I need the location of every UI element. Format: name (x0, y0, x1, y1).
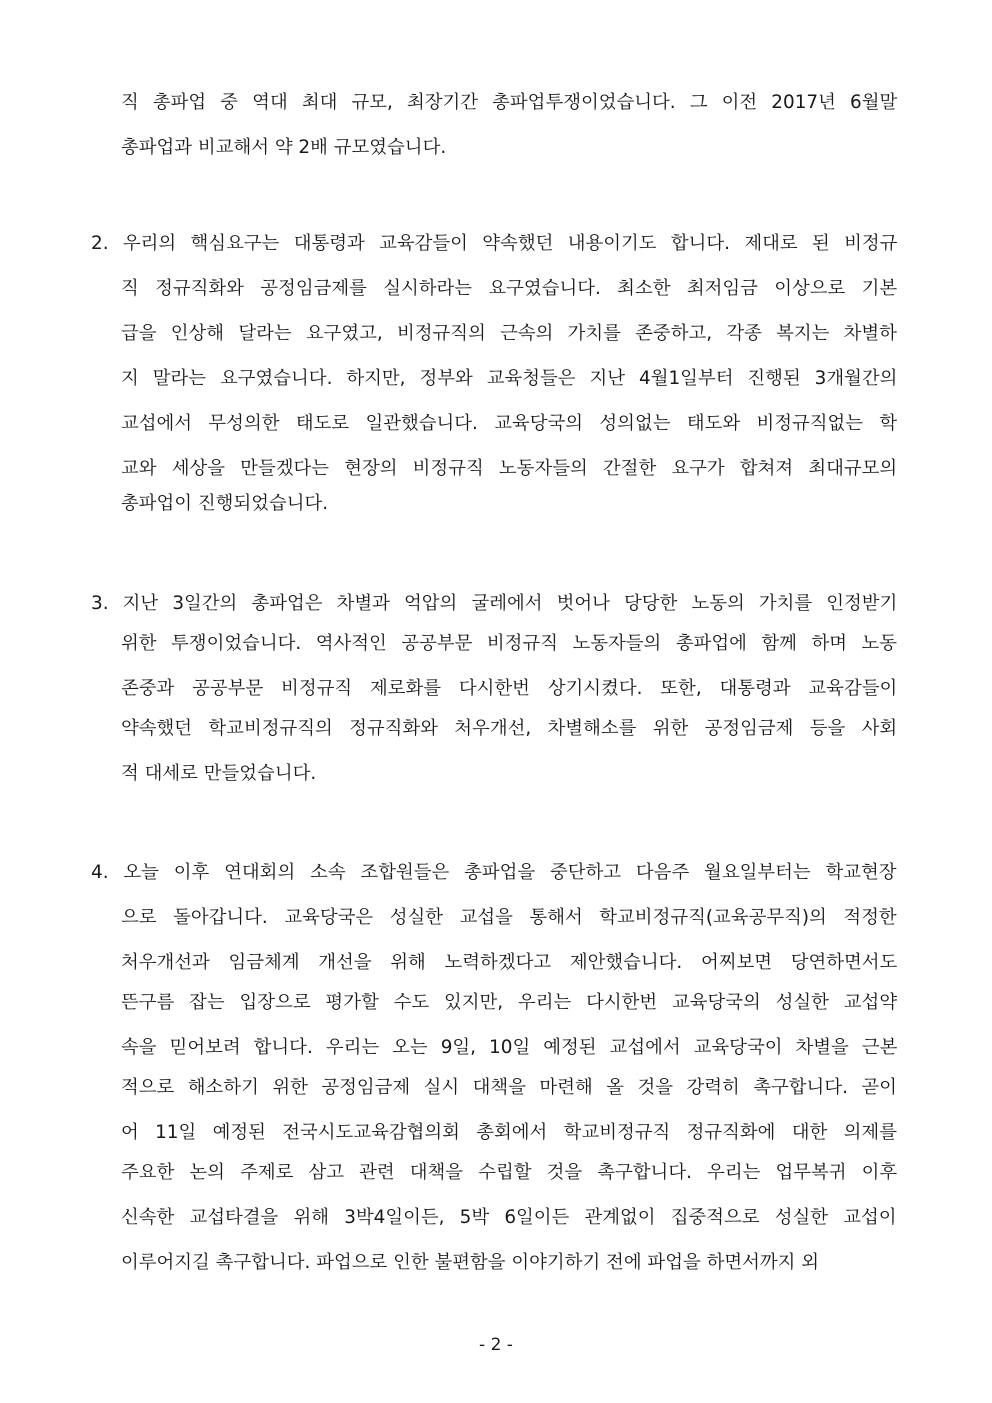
paragraph-line: 존중과 공공부문 비정규직 제로화를 다시한번 상기시켰다. 또한, 대통령과 교육감들이 (121, 678, 898, 699)
paragraph-line: 약속했던 학교비정규직의 정규직화와 처우개선, 차별해소를 위한 공정임금제 등을 사회 (121, 718, 898, 739)
paragraph-line: 지 말라는 요구였습니다. 하지만, 정부와 교육청들은 지난 4월1일부터 진행된 3개월간의 (121, 368, 898, 389)
paragraph-line: 어 11일 예정된 전국시도교육감협의회 총회에서 학교비정규직 정규직화에 대한 의제를 (121, 1122, 897, 1143)
paragraph-line: 처우개선과 임금체계 개선을 위해 노력하겠다고 제안했습니다. 어찌보면 당연하면서도 (121, 952, 898, 973)
paragraph-line: 적 대세로 만들었습니다. (121, 763, 317, 784)
page-number: - 2 - (479, 1335, 513, 1355)
paragraph-line: 교와 세상을 만들겠다는 현장의 비정규직 노동자들의 간절한 요구가 합쳐져 최대규모의 (121, 458, 898, 479)
paragraph-line: 적으로 해소하기 위한 공정임금제 실시 대책을 마련해 올 것을 강력히 촉구합니다. 곧이 (121, 1077, 897, 1098)
paragraph-line: 교섭에서 무성의한 태도로 일관했습니다. 교육당국의 성의없는 태도와 비정규직없는 학 (121, 413, 898, 434)
paragraph-line: 이루어지길 촉구합니다. 파업으로 인한 불편함을 이야기하기 전에 파업을 하면서까지 외 (121, 1252, 820, 1273)
paragraph-line: 신속한 교섭타결을 위해 3박4일이든, 5박 6일이든 관계없이 집중적으로 성실한 교섭이 (121, 1207, 897, 1228)
paragraph-line: 2. 우리의 핵심요구는 대통령과 교육감들이 약속했던 내용이기도 합니다. 제대로 된 비정규 (91, 233, 898, 254)
paragraph-line: 으로 돌아갑니다. 교육당국은 성실한 교섭을 통해서 학교비정규직(교육공무직)의 적정한 (121, 907, 897, 928)
paragraph-line: 3. 지난 3일간의 총파업은 차별과 억압의 굴레에서 벗어나 당당한 노동의 가치를 인정받기 (91, 593, 898, 614)
paragraph-line: 총파업과 비교해서 약 2배 규모였습니다. (121, 137, 447, 158)
paragraph-line: 뜬구름 잡는 입장으로 평가할 수도 있지만, 우리는 다시한번 교육당국의 성실한 교섭약 (121, 992, 898, 1013)
paragraph-line: 주요한 논의 주제로 삼고 관련 대책을 수립할 것을 촉구합니다. 우리는 업무복귀 이후 (121, 1162, 898, 1183)
paragraph-line: 속을 믿어보려 합니다. 우리는 오는 9일, 10일 예정된 교섭에서 교육당국이 차별을 근본 (121, 1037, 898, 1058)
paragraph-line: 위한 투쟁이었습니다. 역사적인 공공부문 비정규직 노동자들의 총파업에 함께 하며 노동 (121, 633, 898, 654)
paragraph-line: 4. 오늘 이후 연대회의 소속 조합원들은 총파업을 중단하고 다음주 월요일부터는 학교현장 (91, 862, 897, 883)
paragraph-line: 직 총파업 중 역대 최대 규모, 최장기간 총파업투쟁이었습니다. 그 이전 2017년 6월말 (121, 92, 898, 113)
paragraph-line: 급을 인상해 달라는 요구였고, 비정규직의 근속의 가치를 존중하고, 각종 복지는 차별하 (121, 323, 897, 344)
paragraph-line: 직 정규직화와 공정임금제를 실시하라는 요구였습니다. 최소한 최저임금 이상으로 기본 (121, 278, 898, 299)
paragraph-line: 총파업이 진행되었습니다. (121, 493, 329, 514)
